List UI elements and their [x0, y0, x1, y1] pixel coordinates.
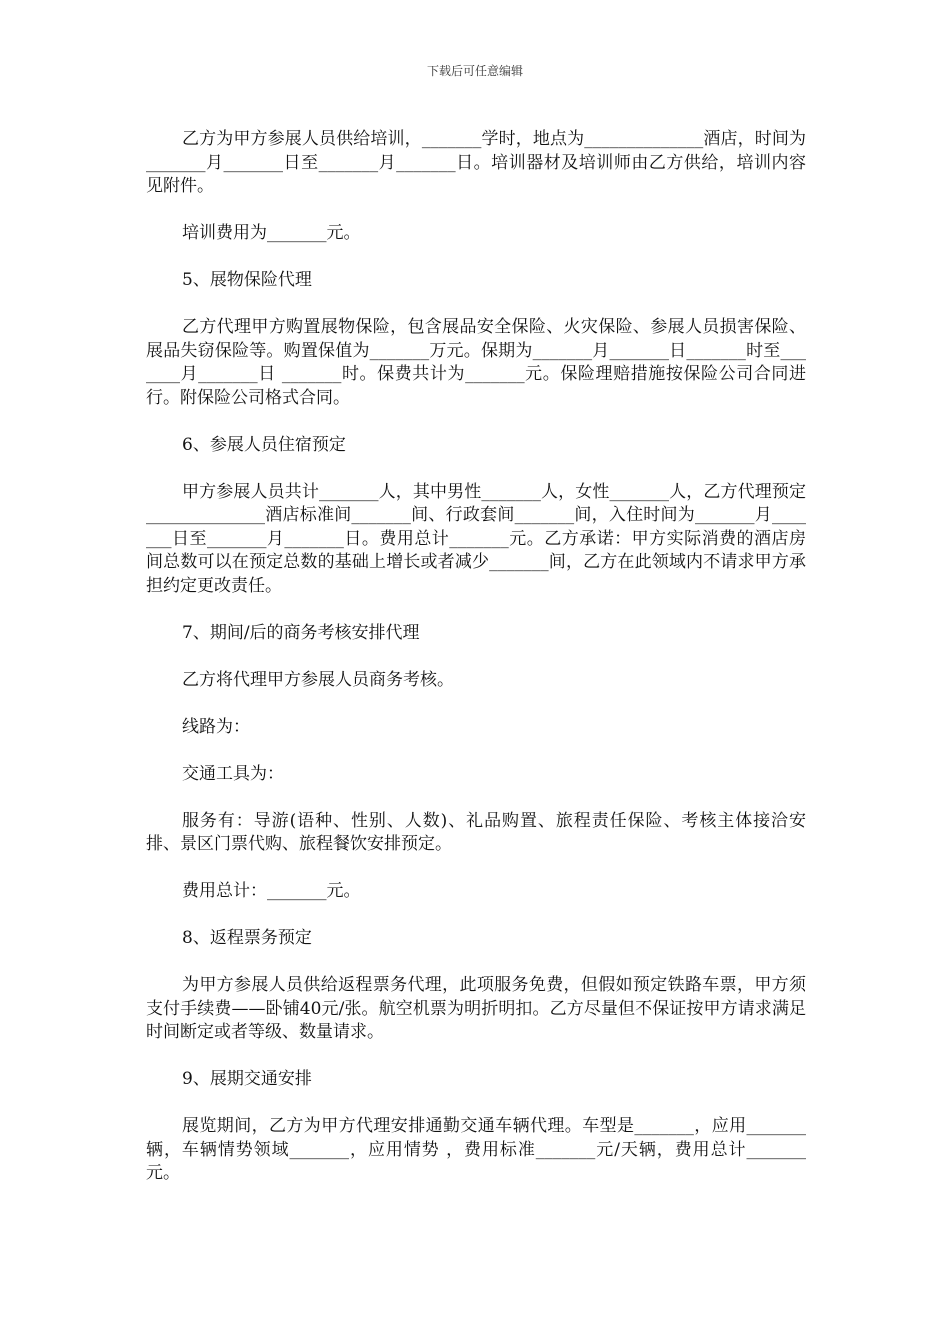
- section-heading-5: 5、展物保险代理: [182, 270, 312, 290]
- paragraph-accommodation: 甲方参展人员共计_______人，其中男性_______人，女性_______人，乙方代理预定______________酒店标准间_______间、行政套间_______间，入住时间为_______月_______日至_______月_______日。费用总计_______元。乙方承诺：甲方实际消费的酒店房间总数可以在预定总数的基础上增长或者减少_______间，乙方在此领域内不请求甲方承担约定更改责任。: [146, 481, 806, 596]
- document-body: [146, 128, 806, 1209]
- section-heading-6: 6、参展人员住宿预定: [182, 434, 346, 455]
- paragraph-route: 线路为：: [182, 716, 250, 737]
- paragraph-training-fee: 培训费用为_______元。: [182, 223, 361, 243]
- paragraph-inspection: 乙方将代理甲方参展人员商务考核。: [182, 669, 454, 690]
- paragraph-exhibition-transport: 展览期间，乙方为甲方代理安排通勤交通车辆代理。车型是_______，应用_______辆，车辆情势领域_______，应用情势 ，费用标准_______元/天辆，费用总计_______元。: [146, 1116, 806, 1183]
- paragraph-training: 乙方为甲方参展人员供给培训，_______学时，地点为______________酒店，时间为_______月_______日至_______月_______日。培训器材及培训师由乙方供给，培训内容见附件。: [146, 129, 806, 196]
- page-header: 下载后可任意编辑: [426, 64, 523, 78]
- paragraph-services: 服务有：导游(语种、性别、人数)、礼品购置、旅程责任保险、考核主体接洽安排、景区门票代购、旅程餐饮安排预定。: [146, 810, 806, 854]
- section-heading-7: 7、期间/后的商务考核安排代理: [182, 622, 420, 643]
- paragraph-transport-tool: 交通工具为：: [182, 763, 284, 784]
- paragraph-return-tickets: 为甲方参展人员供给返程票务代理，此项服务免费，但假如预定铁路车票，甲方须支付手续费——卧铺40元/张。航空机票为明折明扣。乙方尽量但不保证按甲方请求满足时间断定或者等级、数量请求。: [146, 975, 806, 1042]
- section-heading-8: 8、返程票务预定: [182, 928, 312, 948]
- paragraph-insurance: 乙方代理甲方购置展物保险，包含展品安全保险、火灾保险、参展人员损害保险、展品失窃保险等。购置保值为_______万元。保期为_______月_______日_______时至_______月_______日 _______时。保费共计为_______元。保险理赔措施按保险公司合同进行。附保险公司格式合同。: [146, 317, 806, 408]
- paragraph-total-fee: 费用总计：_______元。: [182, 881, 361, 901]
- section-heading-9: 9、展期交通安排: [182, 1069, 312, 1089]
